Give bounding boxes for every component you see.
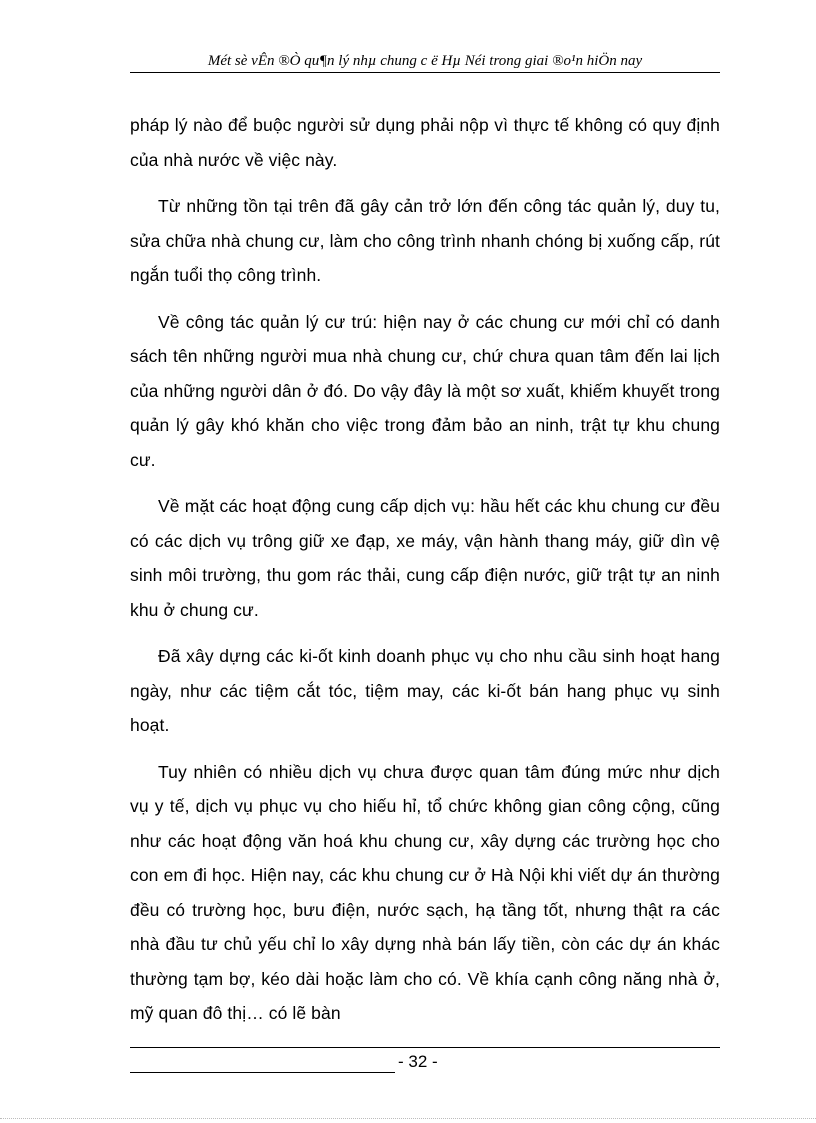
running-header: Mét sè vÊn ®Ò qu¶n lý nhµ chung c ë Hµ Néi trong giai ®o¹n hiÖn nay (207, 53, 643, 69)
paragraph-5: Đã xây dựng các ki-ốt kinh doanh phục vụ cho nhu cầu sinh hoạt hang ngày, như các tiệm cắt tóc, tiệm may, các ki-ốt bán hang phục vụ sinh hoạt. (130, 646, 720, 735)
paragraph-6: Tuy nhiên có nhiều dịch vụ chưa được quan tâm đúng mức như dịch vụ y tế, dịch vụ phục vụ cho hiếu hỉ, tổ chức không gian công cộng, cũng như các hoạt động văn hoá khu chung cư, xây dựng các trường học cho con em đi học. Hiện nay, các khu chung cư ở Hà Nội khi viết dự án thường đều có trường học, bưu điện, nước sạch, hạ tầng tốt, nhưng thật ra các nhà đầu tư chủ yếu chỉ lo xây dựng nhà bán lấy tiền, còn các dự án khác thường tạm bợ, kéo dài hoặc làm cho có. Về khía cạnh công năng nhà ở, mỹ quan đô thị… có lẽ bàn (130, 761, 720, 1023)
footer-underline (130, 1072, 395, 1073)
paragraph-2: Từ những tồn tại trên đã gây cản trở lớn đến công tác quản lý, duy tu, sửa chữa nhà chung cư, làm cho công trình nhanh chóng bị xuống cấp, rút ngắn tuổi thọ công trình. (130, 196, 720, 285)
paragraph-3: Về công tác quản lý cư trú: hiện nay ở các chung cư mới chỉ có danh sách tên những người mua nhà chung cư, chứ chưa quan tâm đến lai lịch của những người dân ở đó. Do vậy đây là một sơ xuất, khiếm khuyết trong quản lý gây khó khăn cho việc trong đảm bảo an ninh, trật tự khu chung cư. (130, 311, 720, 470)
body-text (130, 108, 720, 1043)
paragraph-4: Về mặt các hoạt động cung cấp dịch vụ: hầu hết các khu chung cư đều có các dịch vụ trông giữ xe đạp, xe máy, vận hành thang máy, giữ dìn vệ sinh môi trường, thu gom rác thải, cung cấp điện nước, giữ trật tự an ninh khu ở chung cư. (130, 496, 720, 620)
footer-rule (130, 1047, 720, 1048)
paragraph-1: pháp lý nào để buộc người sử dụng phải nộp vì thực tế không có quy định của nhà nước về việc này. (130, 115, 720, 170)
page-number: - 32 - (398, 1052, 438, 1071)
header-rule (130, 72, 720, 73)
page-edge-dotted-line (0, 1118, 816, 1119)
